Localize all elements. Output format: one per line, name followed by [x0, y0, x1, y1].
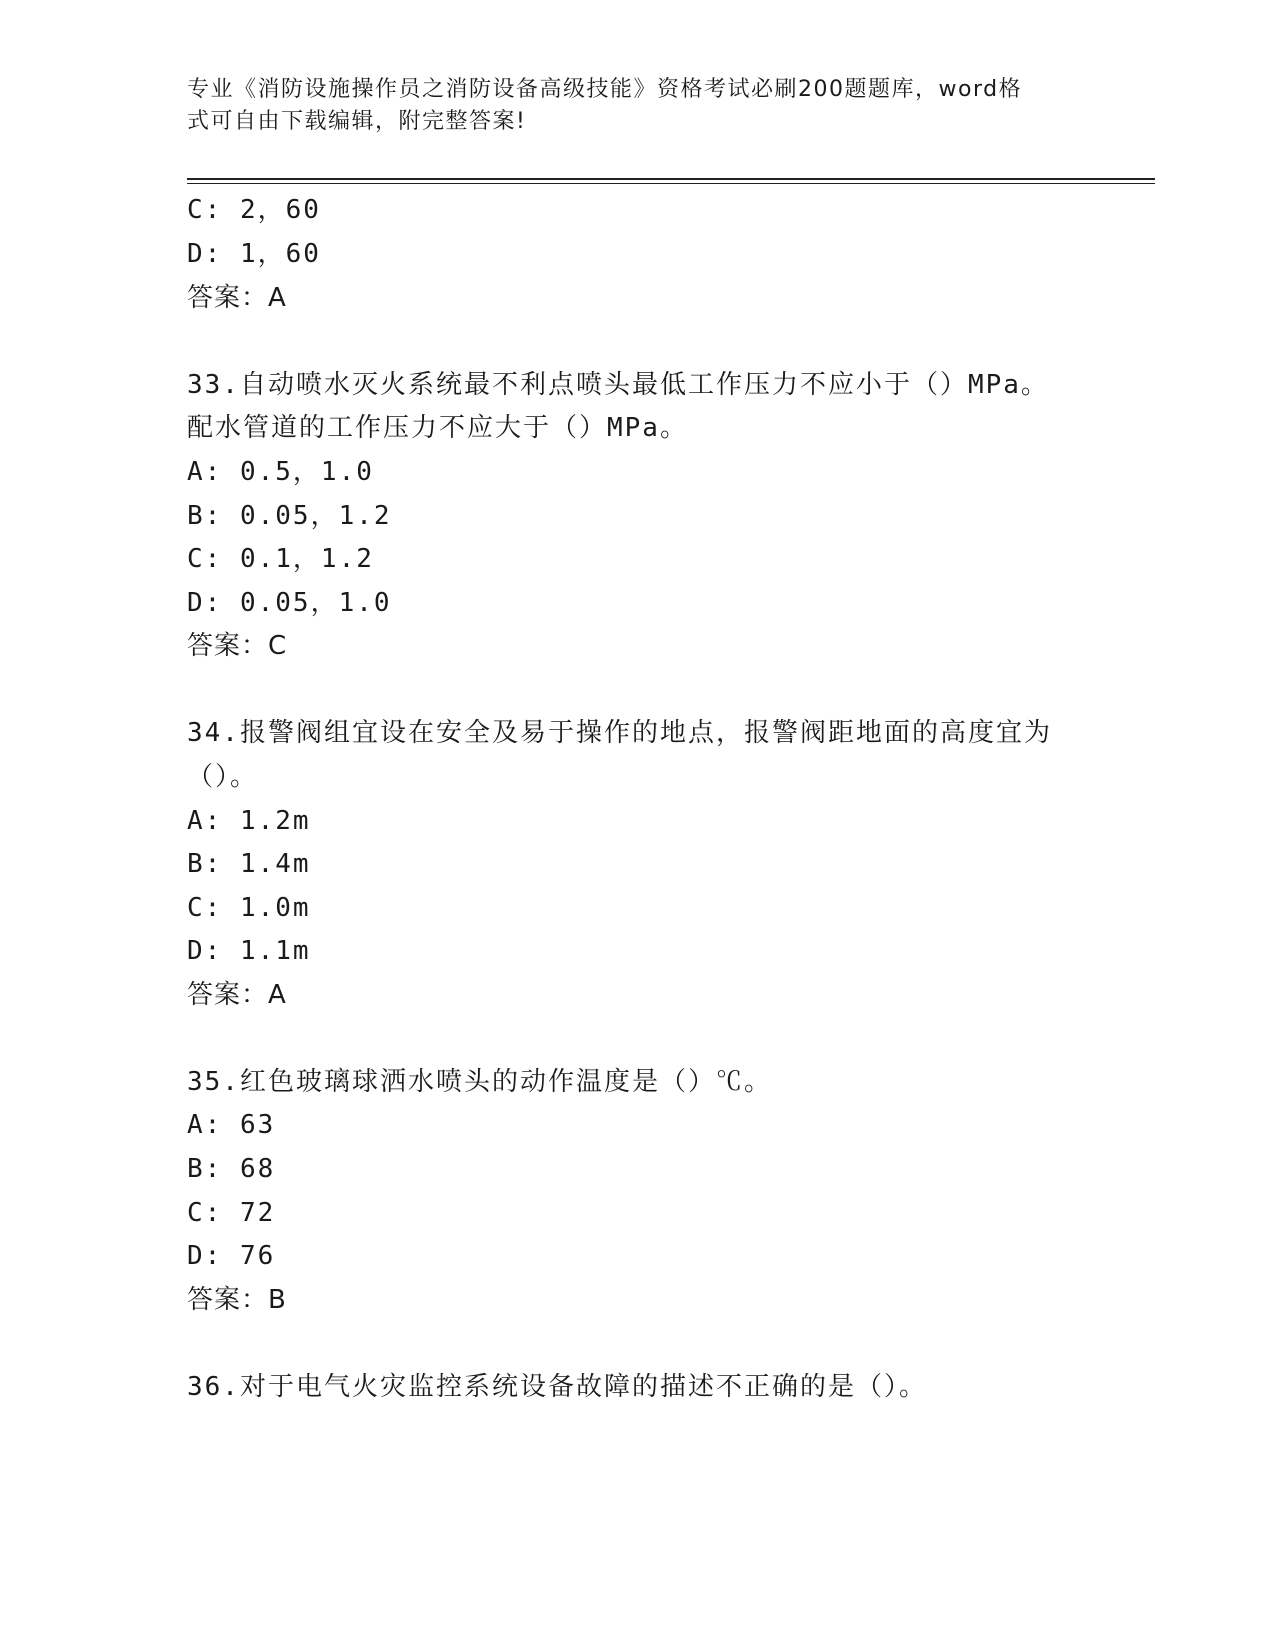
q34-stem-line2: （）。 — [187, 762, 259, 792]
q35-option-d: D: 76 — [187, 1241, 276, 1271]
q35-option-c: C: 72 — [187, 1198, 276, 1228]
q33-stem-line2: 配水管道的工作压力不应大于（）MPa。 — [187, 413, 688, 443]
header-title-line1: 专业《消防设施操作员之消防设备高级技能》资格考试必刷200题题库，word格 — [187, 77, 1023, 102]
q33-option-c: C: 0.1，1.2 — [187, 544, 374, 574]
header-divider-thin — [187, 183, 1155, 184]
q34-option-a: A: 1.2m — [187, 806, 311, 836]
q35-option-a: A: 63 — [187, 1110, 276, 1140]
q34-option-b: B: 1.4m — [187, 849, 311, 879]
document-header — [187, 74, 1067, 138]
q32-option-d: D: 1，60 — [187, 239, 321, 269]
q34-option-c: C: 1.0m — [187, 893, 311, 923]
header-divider-thick — [187, 178, 1155, 180]
q35-stem: 35.红色玻璃球洒水喷头的动作温度是（）℃。 — [187, 1067, 772, 1097]
q34-answer: 答案：A — [187, 980, 287, 1010]
q33-option-d: D: 0.05，1.0 — [187, 588, 392, 618]
q33-answer: 答案：C — [187, 631, 288, 661]
q32-answer: 答案：A — [187, 283, 287, 313]
q34-stem-line1: 34.报警阀组宜设在安全及易于操作的地点，报警阀距地面的高度宜为 — [187, 718, 1052, 748]
q33-option-b: B: 0.05，1.2 — [187, 501, 392, 531]
q36-stem: 36.对于电气火灾监控系统设备故障的描述不正确的是（）。 — [187, 1372, 927, 1402]
q33-option-a: A: 0.5，1.0 — [187, 457, 374, 487]
q33-stem-line1: 33.自动喷水灭火系统最不利点喷头最低工作压力不应小于（）MPa。 — [187, 370, 1049, 400]
q35-option-b: B: 68 — [187, 1154, 276, 1184]
q34-option-d: D: 1.1m — [187, 936, 311, 966]
header-title-line2: 式可自由下载编辑，附完整答案! — [187, 109, 527, 134]
q35-answer: 答案：B — [187, 1285, 287, 1315]
q32-option-c: C: 2，60 — [187, 195, 321, 225]
